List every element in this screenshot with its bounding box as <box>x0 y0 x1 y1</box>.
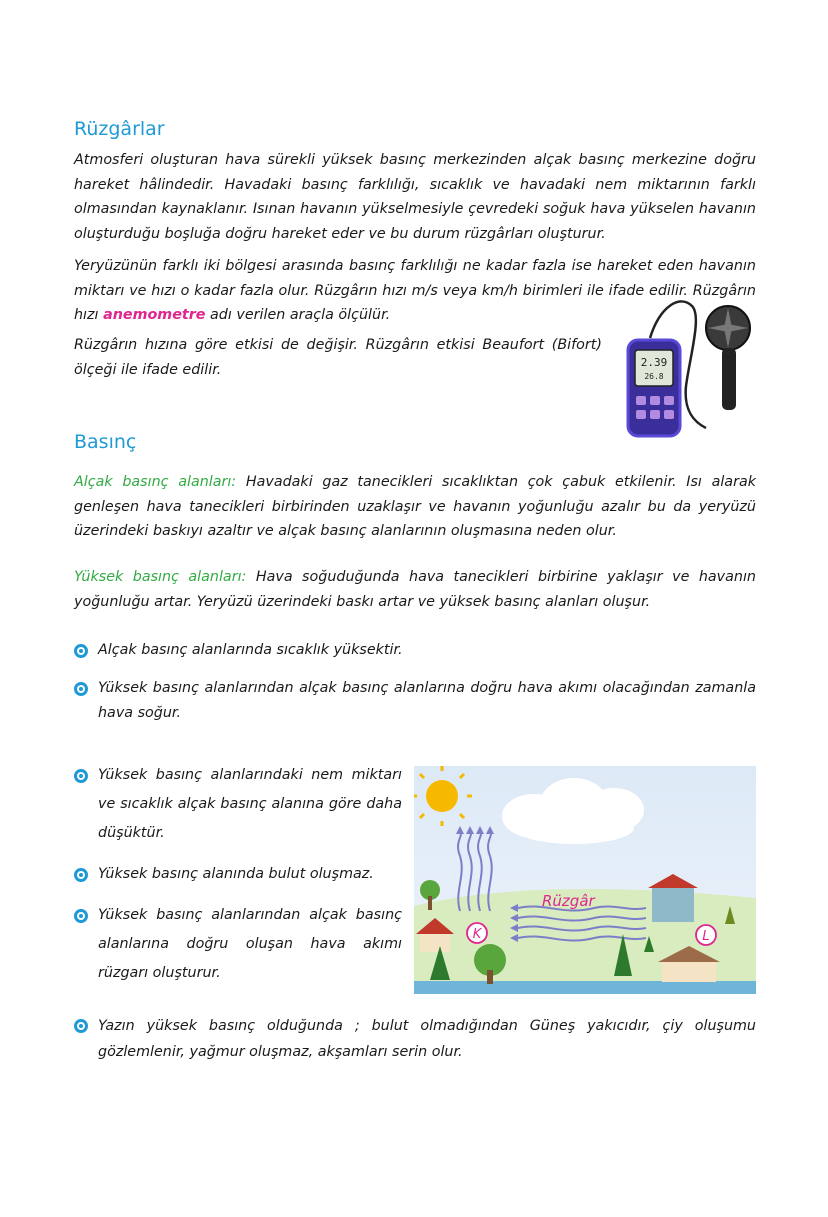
bullet-icon <box>74 868 88 882</box>
highlight-anemometre: anemometre <box>103 307 206 323</box>
text-high-pressure: Hava soğuduğunda hava tanecikleri birbirine yaklaşır ve havanın yoğunluğu artar. Yeryüzü üzerindeki baskı artar ve yüksek basınç alanları oluşur. <box>74 569 756 610</box>
list-item-text: Yüksek basınç alanlarından alçak basınç alanlarına doğru oluşan hava akımı rüzgarı oluşturur. <box>98 907 402 981</box>
high-pressure-label: K <box>472 927 482 942</box>
bullet-icon <box>74 644 88 658</box>
diagram-label-wind: Rüzgâr <box>542 892 595 910</box>
anemometer-image <box>610 296 760 442</box>
bullet-icon <box>74 682 88 696</box>
bullet-icon <box>74 769 88 783</box>
bullet-icon <box>74 909 88 923</box>
bullet-list-top <box>74 638 756 726</box>
list-item-text: Yüksek basınç alanlarındaki nem miktarı ve sıcaklık alçak basınç alanına göre daha düşüktür. <box>98 767 402 841</box>
paragraph-low-pressure <box>74 470 756 544</box>
list-item <box>74 676 756 726</box>
list-item <box>74 638 756 663</box>
list-item-text: Yüksek basınç alanlarından alçak basınç alanlarına doğru hava akımı olacağından zamanla hava soğur. <box>98 680 756 721</box>
list-item <box>74 761 402 848</box>
label-low-pressure: Alçak basınç alanları: <box>74 474 237 490</box>
paragraph-beaufort: Rüzgârın hızına göre etkisi de değişir. Rüzgârın etkisi Beaufort (Bifort) ölçeği ile ifade edilir. <box>74 337 602 378</box>
anemometer-button <box>664 410 674 419</box>
paragraph-wind-speed-text: Yeryüzünün farklı iki bölgesi arasında basınç farklılığı ne kadar fazla ise hareket eden havanın miktarı ve hızı o kadar fazla olur. Rüzgârın hızı m/s veya km/h birimleri ile ifade edilir. Rüzgârın hızı <box>74 258 756 323</box>
paragraph-wind-speed-end: adı verilen araçla ölçülür. <box>205 307 391 323</box>
anemometer-button <box>636 396 646 405</box>
list-item <box>74 1013 756 1065</box>
anemometer-button <box>636 410 646 419</box>
label-high-pressure: Yüksek basınç alanları: <box>74 569 247 585</box>
section-title-basinc: Basınç <box>74 431 137 453</box>
list-item <box>74 860 402 889</box>
water-strip <box>414 981 756 994</box>
anemometer-reading-top: 2.39 <box>640 356 668 369</box>
list-item-text: Yüksek basınç alanında bulut oluşmaz. <box>98 866 374 882</box>
anemometer-button <box>664 396 674 405</box>
pressure-wind-diagram <box>414 766 756 994</box>
bullet-list-bottom <box>74 1013 756 1065</box>
text-low-pressure: Havadaki gaz tanecikleri sıcaklıktan çok çabuk etkilenir. Isı alarak genleşen hava tanecikleri birbirinden uzaklaşır ve havanın yoğunluğu azalır bu da yeryüzü üzerindeki baskıyı azaltır ve alçak basınç alanlarının oluşmasına neden olur. <box>74 474 756 539</box>
bullet-list-side <box>74 761 402 988</box>
anemometer-probe <box>722 348 736 410</box>
list-item <box>74 901 402 988</box>
paragraph-wind-intro: Atmosferi oluşturan hava sürekli yüksek basınç merkezinden alçak basınç merkezine doğru hareket hâlindedir. Havadaki basınç farklılığı, sıcaklık ve havadaki nem miktarının farklı olmasından kaynaklanır. Isınan havanın yükselmesiyle çevredeki soğuk hava yükselen havanın oluşturduğu boşluğa doğru hareket eder ve bu durum rüzgârları oluşturur. <box>74 152 756 242</box>
section-title-ruzgarlar: Rüzgârlar <box>74 118 165 140</box>
bullet-icon <box>74 1019 88 1033</box>
list-item-text: Yazın yüksek basınç olduğunda ; bulut olmadığından Güneş yakıcıdır, çiy oluşumu gözlemlenir, yağmur oluşmaz, akşamları serin olur. <box>98 1018 756 1060</box>
paragraph-high-pressure <box>74 565 756 614</box>
anemometer-button <box>650 410 660 419</box>
list-item-text: Alçak basınç alanlarında sıcaklık yüksektir. <box>98 642 403 658</box>
anemometer-button <box>650 396 660 405</box>
low-pressure-label: L <box>702 929 710 944</box>
anemometer-reading-bottom: 26.8 <box>644 372 664 381</box>
